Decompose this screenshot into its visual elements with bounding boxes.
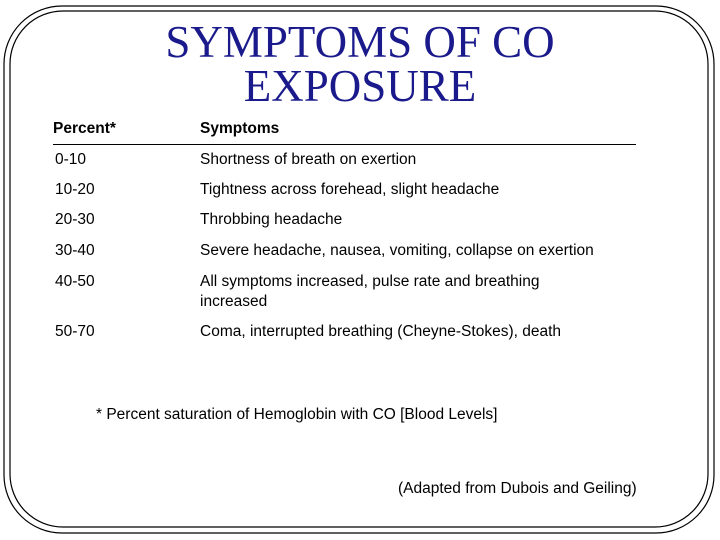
source-citation: (Adapted from Dubois and Geiling) <box>398 480 637 497</box>
row-6-percent: 50-70 <box>55 323 95 340</box>
title-line-2: EXPOSURE <box>243 61 477 111</box>
row-1-percent: 0-10 <box>55 151 87 168</box>
row-5-symptoms-line-1: All symptoms increased, pulse rate and breathing <box>200 273 540 290</box>
header-divider <box>53 144 636 145</box>
row-2-symptoms: Tightness across forehead, slight headache <box>200 181 500 198</box>
column-header-symptoms: Symptoms <box>200 120 280 137</box>
row-1-symptoms: Shortness of breath on exertion <box>200 151 417 168</box>
row-5-percent: 40-50 <box>55 273 95 290</box>
row-6-symptoms: Coma, interrupted breathing (Cheyne-Stokes), death <box>200 323 562 340</box>
column-header-percent: Percent* <box>53 120 116 137</box>
row-4-symptoms: Severe headache, nausea, vomiting, collapse on exertion <box>200 242 594 259</box>
slide-title <box>150 17 570 111</box>
footnote: * Percent saturation of Hemoglobin with CO [Blood Levels] <box>96 406 498 423</box>
row-5-symptoms-line-2: increased <box>200 293 268 310</box>
row-4-percent: 30-40 <box>55 242 95 259</box>
row-3-percent: 20-30 <box>55 211 95 228</box>
row-3-symptoms: Throbbing headache <box>200 211 343 228</box>
row-2-percent: 10-20 <box>55 181 95 198</box>
title-line-1: SYMPTOMS OF CO <box>165 17 555 67</box>
